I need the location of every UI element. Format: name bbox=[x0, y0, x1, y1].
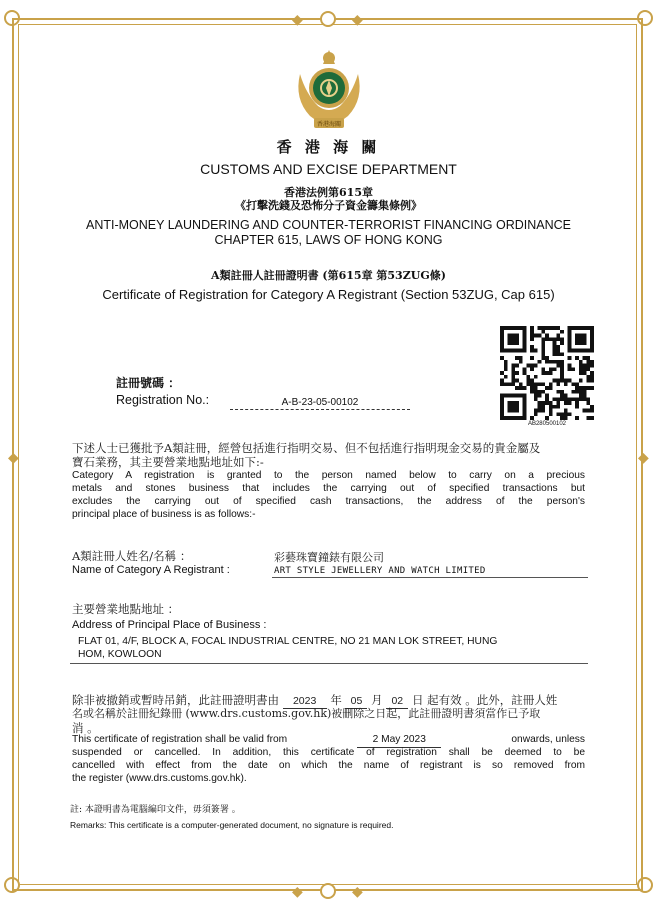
qr-code-icon bbox=[500, 326, 594, 420]
validity-en-line2: suspended or cancelled. In addition, this certificate of registration shall be deemed to be bbox=[72, 747, 585, 758]
intro-text-cn-line1: 下述人士已獲批予A類註冊，經營包括進行指明交易、但不包括進行指明現金交易的貴金屬及 bbox=[72, 441, 541, 455]
ordinance-en-line2: CHAPTER 615, LAWS OF HONG KONG bbox=[214, 233, 443, 247]
intro-text-en-line4: principal place of business is as follows:- bbox=[72, 509, 256, 520]
ordinance-cn-line1: 香港法例第615章 bbox=[284, 186, 373, 199]
diamond-ornament-icon: ◆ bbox=[352, 11, 363, 27]
corner-ornament-icon bbox=[637, 10, 653, 26]
address-line2: HOM, KOWLOON bbox=[78, 649, 162, 660]
certificate-title-cn: A類註冊人註冊證明書 (第615章 第53ZUG條) bbox=[211, 269, 446, 282]
ordinance-en-line1: ANTI-MONEY LAUNDERING AND COUNTER-TERRORIST FINANCING ORDINANCE bbox=[86, 218, 571, 232]
registrant-name-cn: 彩藝珠寶鐘錶有限公司 bbox=[274, 551, 384, 564]
ordinance-cn-line2: 《打擊洗錢及恐怖分子資金籌集條例》 bbox=[235, 199, 422, 212]
address-line1: FLAT 01, 4/F, BLOCK A, FOCAL INDUSTRIAL CENTRE, NO 21 MAN LOK STREET, HUNG bbox=[78, 636, 498, 647]
validity-en-line4: the register (www.drs.customs.gov.hk). bbox=[72, 773, 247, 784]
intro-text-cn-line2: 寶石業務，其主要營業地點地址如下:- bbox=[72, 455, 264, 469]
top-ornament-icon bbox=[320, 11, 336, 27]
validity-cn-month-unit: 月 bbox=[371, 693, 383, 707]
emblem-text: 香港海關 bbox=[316, 121, 342, 128]
bottom-ornament-icon bbox=[320, 883, 336, 899]
address-label-cn: 主要營業地點地址 ： bbox=[72, 602, 180, 616]
validity-en-line3: cancelled with effect from the date on which the name of registrant is so removed from bbox=[72, 760, 585, 771]
diamond-ornament-icon: ◆ bbox=[292, 883, 303, 899]
registration-label-en: Registration No.: bbox=[116, 393, 210, 407]
registration-number: A-B-23-05-00102 bbox=[281, 397, 359, 408]
registration-label-cn: 註冊號碼 ： bbox=[116, 376, 181, 390]
remarks-en: Remarks: This certificate is a computer-generated document, no signature is required. bbox=[70, 820, 394, 830]
registrant-underline bbox=[272, 577, 588, 578]
intro-text-en-line1: Category A registration is granted to the person named below to carry on a precious bbox=[72, 470, 585, 481]
corner-ornament-icon bbox=[4, 877, 20, 893]
registrant-name-en: ART STYLE JEWELLERY AND WATCH LIMITED bbox=[274, 566, 486, 576]
validity-cn-year-unit: 年 bbox=[330, 693, 342, 707]
registration-underline bbox=[230, 409, 410, 410]
validity-cn-month: 05 bbox=[345, 694, 367, 709]
validity-en-post: onwards, unless bbox=[511, 734, 585, 745]
validity-en-pre: This certificate of registration shall be valid from bbox=[72, 734, 288, 745]
validity-en-date: 2 May 2023 bbox=[357, 733, 441, 748]
validity-cn-line2: 名或名稱於註冊紀錄冊 (www.drs.customs.gov.hk)被刪除之日起，此註冊證明書須當作已予取 bbox=[72, 707, 541, 720]
validity-cn-day: 02 bbox=[386, 694, 408, 709]
validity-cn-post: 起有效 。此外，註冊人姓 bbox=[427, 693, 558, 707]
diamond-ornament-icon: ◆ bbox=[8, 449, 19, 465]
validity-cn-day-unit: 日 bbox=[411, 693, 424, 707]
remarks-cn: 註: 本證明書為電腦編印文件，毋須簽署 。 bbox=[70, 805, 241, 815]
intro-text-en-line3: excludes the carrying out of specified cash transactions, the address of the person's bbox=[72, 496, 585, 507]
customs-emblem-icon bbox=[290, 44, 368, 134]
address-label-en: Address of Principal Place of Business : bbox=[72, 619, 267, 631]
registrant-label-cn: A類註冊人姓名/名稱 ： bbox=[72, 549, 192, 563]
department-title: CUSTOMS AND EXCISE DEPARTMENT bbox=[200, 161, 457, 177]
corner-ornament-icon bbox=[637, 877, 653, 893]
validity-cn-year: 2023 bbox=[283, 694, 327, 709]
diamond-ornament-icon: ◆ bbox=[292, 11, 303, 27]
intro-text-en-line2: metals and stones business that includes the carrying out of specified transactions but bbox=[72, 483, 585, 494]
certificate-title-en: Certificate of Registration for Category A Registrant (Section 53ZUG, Cap 615) bbox=[102, 287, 555, 302]
qr-code-number: AB280500102 bbox=[527, 421, 567, 427]
address-underline bbox=[70, 663, 588, 664]
validity-cn-line3: 消 。 bbox=[72, 721, 99, 735]
diamond-ornament-icon: ◆ bbox=[352, 883, 363, 899]
corner-ornament-icon bbox=[4, 10, 20, 26]
registrant-label-en: Name of Category A Registrant : bbox=[72, 564, 230, 576]
title-cn: 香 港 海 關 bbox=[276, 138, 381, 156]
diamond-ornament-icon: ◆ bbox=[638, 449, 649, 465]
validity-cn-pre: 除非被撤銷或暫時吊銷，此註冊證明書由 bbox=[72, 693, 279, 707]
